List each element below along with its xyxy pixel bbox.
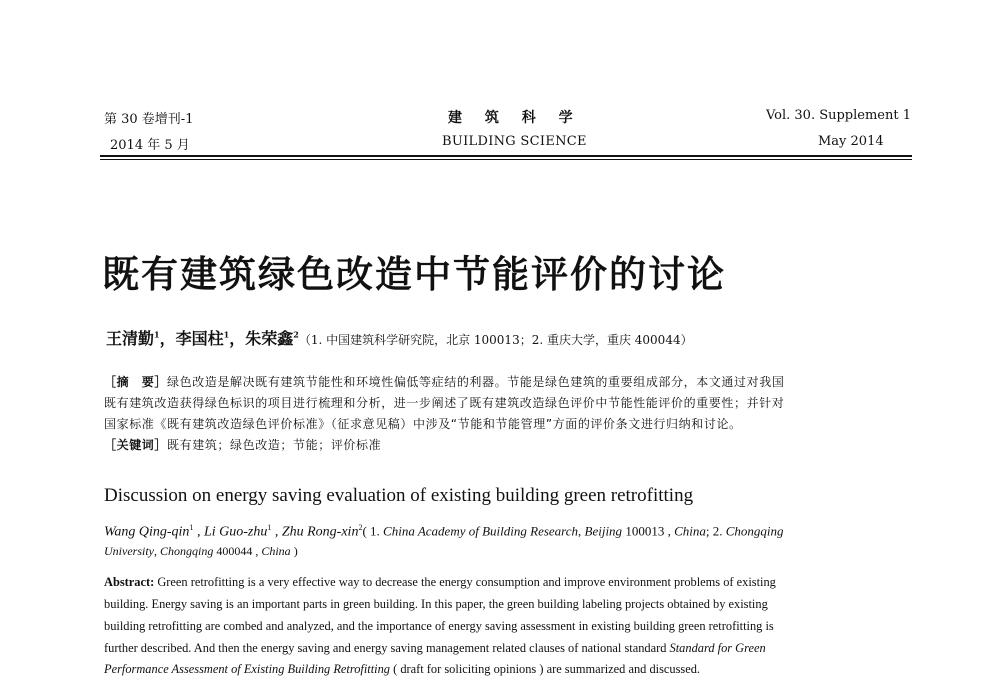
author-en-2-sup: 1 <box>267 523 272 532</box>
abstract-en-line-2: building. Energy saving is an important parts in green building. In this paper, the green building labeling projects obtained by existing <box>104 597 768 611</box>
abstract-en-colon: : <box>150 575 158 589</box>
abstract-en-text-5: ( draft for soliciting opinions ) are summarized and discussed. <box>390 662 701 676</box>
header-volume: 第 30 卷增刊-1 <box>104 112 194 127</box>
abstract-cn-line-1 <box>104 373 784 390</box>
aff-en-open: ( 1. <box>362 523 384 539</box>
header-rule-thick <box>100 155 912 157</box>
aff-en-zip-1: 100013 , <box>622 523 675 539</box>
aff-en-sep: , <box>154 544 160 558</box>
header-journal-en: BUILDING SCIENCE <box>442 134 587 149</box>
aff-en-sep: , <box>578 523 585 539</box>
author-cn-2-sup: 1 <box>223 329 230 340</box>
aff-en-country-1: China <box>674 523 706 539</box>
aff-en-inst-1: China Academy of Building Research <box>383 523 579 539</box>
abstract-en-line-5 <box>104 662 700 677</box>
header-date-en: May 2014 <box>818 134 884 149</box>
abstract-en-line-1 <box>104 575 776 590</box>
aff-en-city-1: Beijing <box>584 523 623 539</box>
author-en-2: Li Guo-zhu <box>203 524 268 540</box>
affiliation-cn: （1. 中国建筑科学研究院，北京 100013；2. 重庆大学，重庆 400044） <box>298 333 693 347</box>
abstract-en-text-4: further described. And then the energy saving and energy saving management related clauses of national standard <box>104 641 667 655</box>
abstract-cn-line-2: 既有建筑改造获得绿色标识的项目进行梳理和分析，进一步阐述了既有建筑改造绿色评价中节能性能评价的重要性；并针对 <box>104 396 785 410</box>
aff-en-inst-2a: Chongqing <box>725 523 784 539</box>
aff-en-sep: ; 2. <box>705 523 726 539</box>
keywords-cn-text: 既有建筑；绿色改造；节能；评价标准 <box>167 438 382 452</box>
aff-en-country-2: China <box>261 544 291 558</box>
abstract-cn-text: 绿色改造是解决既有建筑节能性和环境性偏低等症结的利器。节能是绿色建筑的重要组成部分，本文通过对我国 <box>167 375 785 389</box>
aff-en-city-2: Chongqing <box>160 544 214 558</box>
author-en-1: Wang Qing-qin <box>104 524 190 540</box>
paper-title-cn: 既有建筑绿色改造中节能评价的讨论 <box>102 253 726 296</box>
abstract-en-standard-title-1: Standard for Green <box>669 641 766 655</box>
aff-en-zip-2: 400044 , <box>213 544 262 558</box>
abstract-en-text-1: Green retrofitting is a very effective way to decrease the energy consumption and improve environment problems of existing <box>157 575 776 589</box>
keywords-cn <box>104 436 381 453</box>
author-cn-2: 李国柱 <box>175 329 224 348</box>
aff-en-inst-2b: University <box>104 544 154 558</box>
author-cn-3-sup: 2 <box>293 329 299 340</box>
abstract-en-line-3: building retrofitting are combed and analyzed, and the importance of energy saving assessment in existing building green retrofitting is <box>104 619 774 633</box>
paper-title-en: Discussion on energy saving evaluation of existing building green retrofitting <box>104 485 694 506</box>
abstract-en-line-4 <box>104 641 766 656</box>
header-volume-en: Vol. 30. Supplement 1 <box>765 108 911 123</box>
aff-en-close: ) <box>290 544 298 558</box>
author-cn-1-sup: 1 <box>154 329 160 340</box>
header-journal-cn: 建 筑 科 学 <box>448 110 582 126</box>
author-cn-3: 朱荣鑫 <box>245 329 294 348</box>
author-cn-1: 王清勤 <box>106 329 155 348</box>
abstract-cn-label: ［摘 要］ <box>104 375 168 389</box>
author-en-3-sup: 2 <box>358 523 363 532</box>
header-date-cn: 2014 年 5 月 <box>110 138 190 153</box>
author-cn-sep: ， <box>159 329 176 348</box>
authors-en-line-2 <box>104 544 298 559</box>
authors-cn <box>106 326 693 349</box>
header-rule-thin <box>100 159 912 160</box>
author-en-1-sup: 1 <box>189 523 194 532</box>
author-en-3: Zhu Rong-xin <box>281 524 359 540</box>
author-cn-sep: ， <box>229 329 246 348</box>
abstract-en-label: Abstract <box>104 575 151 589</box>
abstract-cn-line-3: 国家标准《既有建筑改造绿色评价标准》（征求意见稿）中涉及“节能和节能管理”方面的评价条文进行归纳和讨论。 <box>104 417 742 431</box>
authors-en-line-1: Wang Qing-qin$^1$ , Li Guo-zhu$^1$ , Zhu Rong-xin$^2$( 1. China Academy of Building Research, Beijing 100013 , China; 2. Chongqing <box>104 523 784 540</box>
abstract-en-standard-title-2: Performance Assessment of Existing Building Retrofitting <box>104 662 390 676</box>
keywords-cn-label: ［关键词］ <box>104 438 168 452</box>
